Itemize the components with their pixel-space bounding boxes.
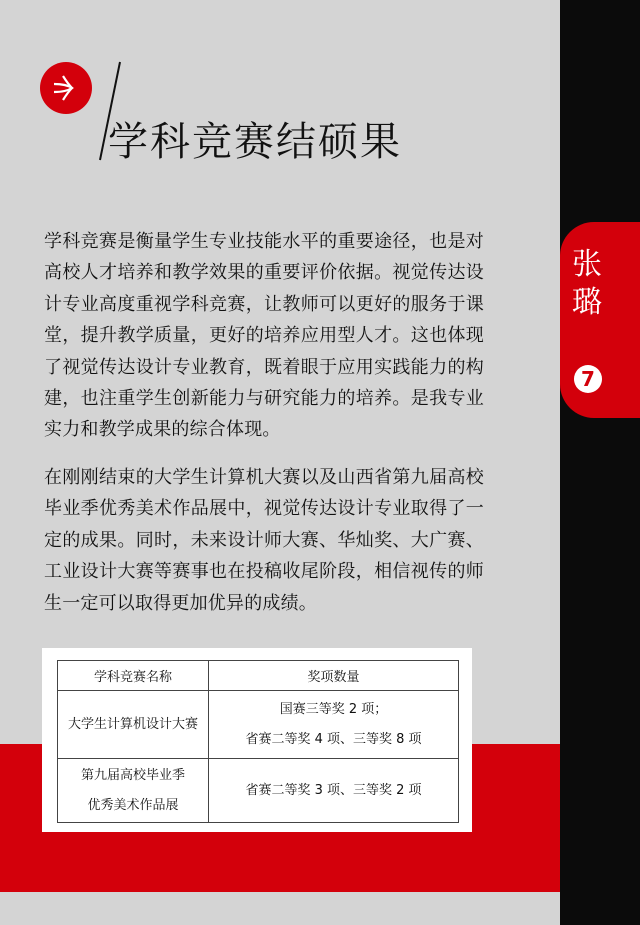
- author-name-char-1: 张: [572, 247, 604, 282]
- award-line: 国赛三等奖 2 项；: [279, 701, 388, 717]
- award-line: 省赛二等奖 4 项、三等奖 8 项: [245, 731, 422, 747]
- table-header-row: [58, 661, 459, 691]
- page-title: 学科竞赛结硕果: [108, 119, 402, 165]
- award-count-cell: [209, 691, 459, 759]
- table-row: [58, 691, 459, 759]
- competition-name-line: 大学生计算机设计大赛: [67, 716, 198, 732]
- award-line: 省赛二等奖 3 项、三等奖 2 项: [245, 782, 422, 798]
- award-count-cell: [209, 759, 459, 823]
- competition-name-cell: [58, 691, 209, 759]
- header-competition-name: 学科竞赛名称: [58, 661, 209, 691]
- table-row: [58, 759, 459, 823]
- paragraph-intro: 学科竞赛是衡量学生专业技能水平的重要途径，也是对高校人才培养和教学效果的重要评价依据。视觉传达设计专业高度重视学科竞赛，让教师可以更好的服务于课堂，提升教学质量，更好的培养应用型人才。这也体现了视觉传达设计专业教育，既着眼于应用实践能力的构建，也注重学生创新能力与研究能力的培养。是我专业实力和教学成果的综合体现。: [44, 231, 484, 441]
- author-tab: [560, 222, 640, 418]
- title-divider-slash: [0, 0, 640, 200]
- author-name-char-2: 璐: [572, 285, 604, 320]
- header-award-count: 奖项数量: [209, 661, 459, 691]
- awards-table: [57, 660, 459, 823]
- competition-name-line: 优秀美术作品展: [87, 797, 179, 813]
- author-name: [560, 246, 616, 322]
- page-number-badge: 7: [574, 365, 602, 393]
- competition-name-cell: [58, 759, 209, 823]
- competition-name-line: 第九届高校毕业季: [80, 767, 185, 783]
- awards-table-card: [42, 648, 472, 832]
- paragraph-results: 在刚刚结束的大学生计算机大赛以及山西省第九届高校毕业季优秀美术作品展中，视觉传达设计专业取得了一定的成果。同时，未来设计师大赛、华灿奖、大广赛、工业设计大赛等赛事也在投稿收尾阶段，相信视传的师生一定可以取得更加优异的成绩。: [44, 467, 484, 614]
